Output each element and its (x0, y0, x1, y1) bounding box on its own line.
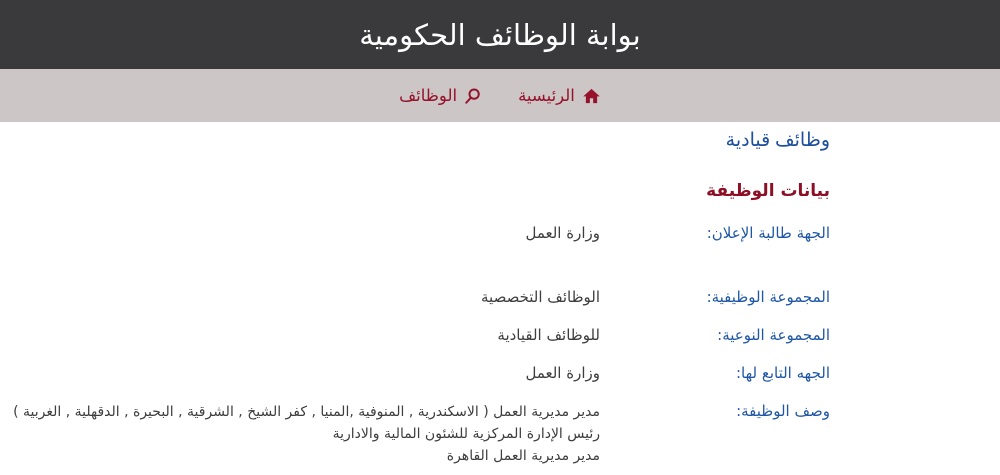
field-label: المجموعة النوعية: (717, 326, 830, 344)
field-value: الوظائف التخصصية (481, 288, 600, 306)
site-header (0, 0, 1000, 69)
job-page-content (0, 128, 1000, 467)
job-detail-row (0, 401, 830, 467)
main-nav (0, 69, 1000, 122)
page-title: وظائف قيادية (725, 130, 830, 151)
job-detail-row (0, 363, 830, 384)
job-detail-row (0, 223, 830, 244)
field-label: وصف الوظيفة: (736, 402, 830, 420)
job-details (0, 223, 830, 467)
job-detail-row (0, 325, 830, 346)
description-line: مدير مديرية العمل ( الاسكندرية , المنوفية ,المنيا , كفر الشيخ , الشرقية , البحيرة , الدقهلية , الغربية ) (13, 404, 600, 420)
field-value: وزارة العمل (525, 224, 600, 242)
field-value: وزارة العمل (525, 364, 600, 382)
site-title: بوابة الوظائف الحكومية (359, 17, 641, 52)
search-icon (464, 87, 482, 105)
description-line: مدير مديرية العمل القاهرة (446, 448, 600, 464)
field-label: الجهه التابع لها: (735, 364, 830, 382)
nav-item-jobs[interactable] (399, 86, 482, 105)
description-line: رئيس الإدارة المركزية للشئون المالية والادارية (332, 426, 600, 442)
home-icon (582, 87, 601, 105)
job-detail-row (0, 287, 830, 308)
nav-item-home-label: الرئيسية (518, 86, 575, 105)
field-label: المجموعة الوظيفية: (706, 288, 830, 306)
nav-item-home[interactable] (518, 86, 601, 105)
section-title: بيانات الوظيفة (706, 181, 830, 201)
field-value: للوظائف القيادية (497, 326, 600, 344)
field-value (0, 401, 600, 467)
nav-item-jobs-label: الوظائف (399, 86, 458, 105)
field-label: الجهة طالبة الإعلان: (706, 224, 830, 242)
